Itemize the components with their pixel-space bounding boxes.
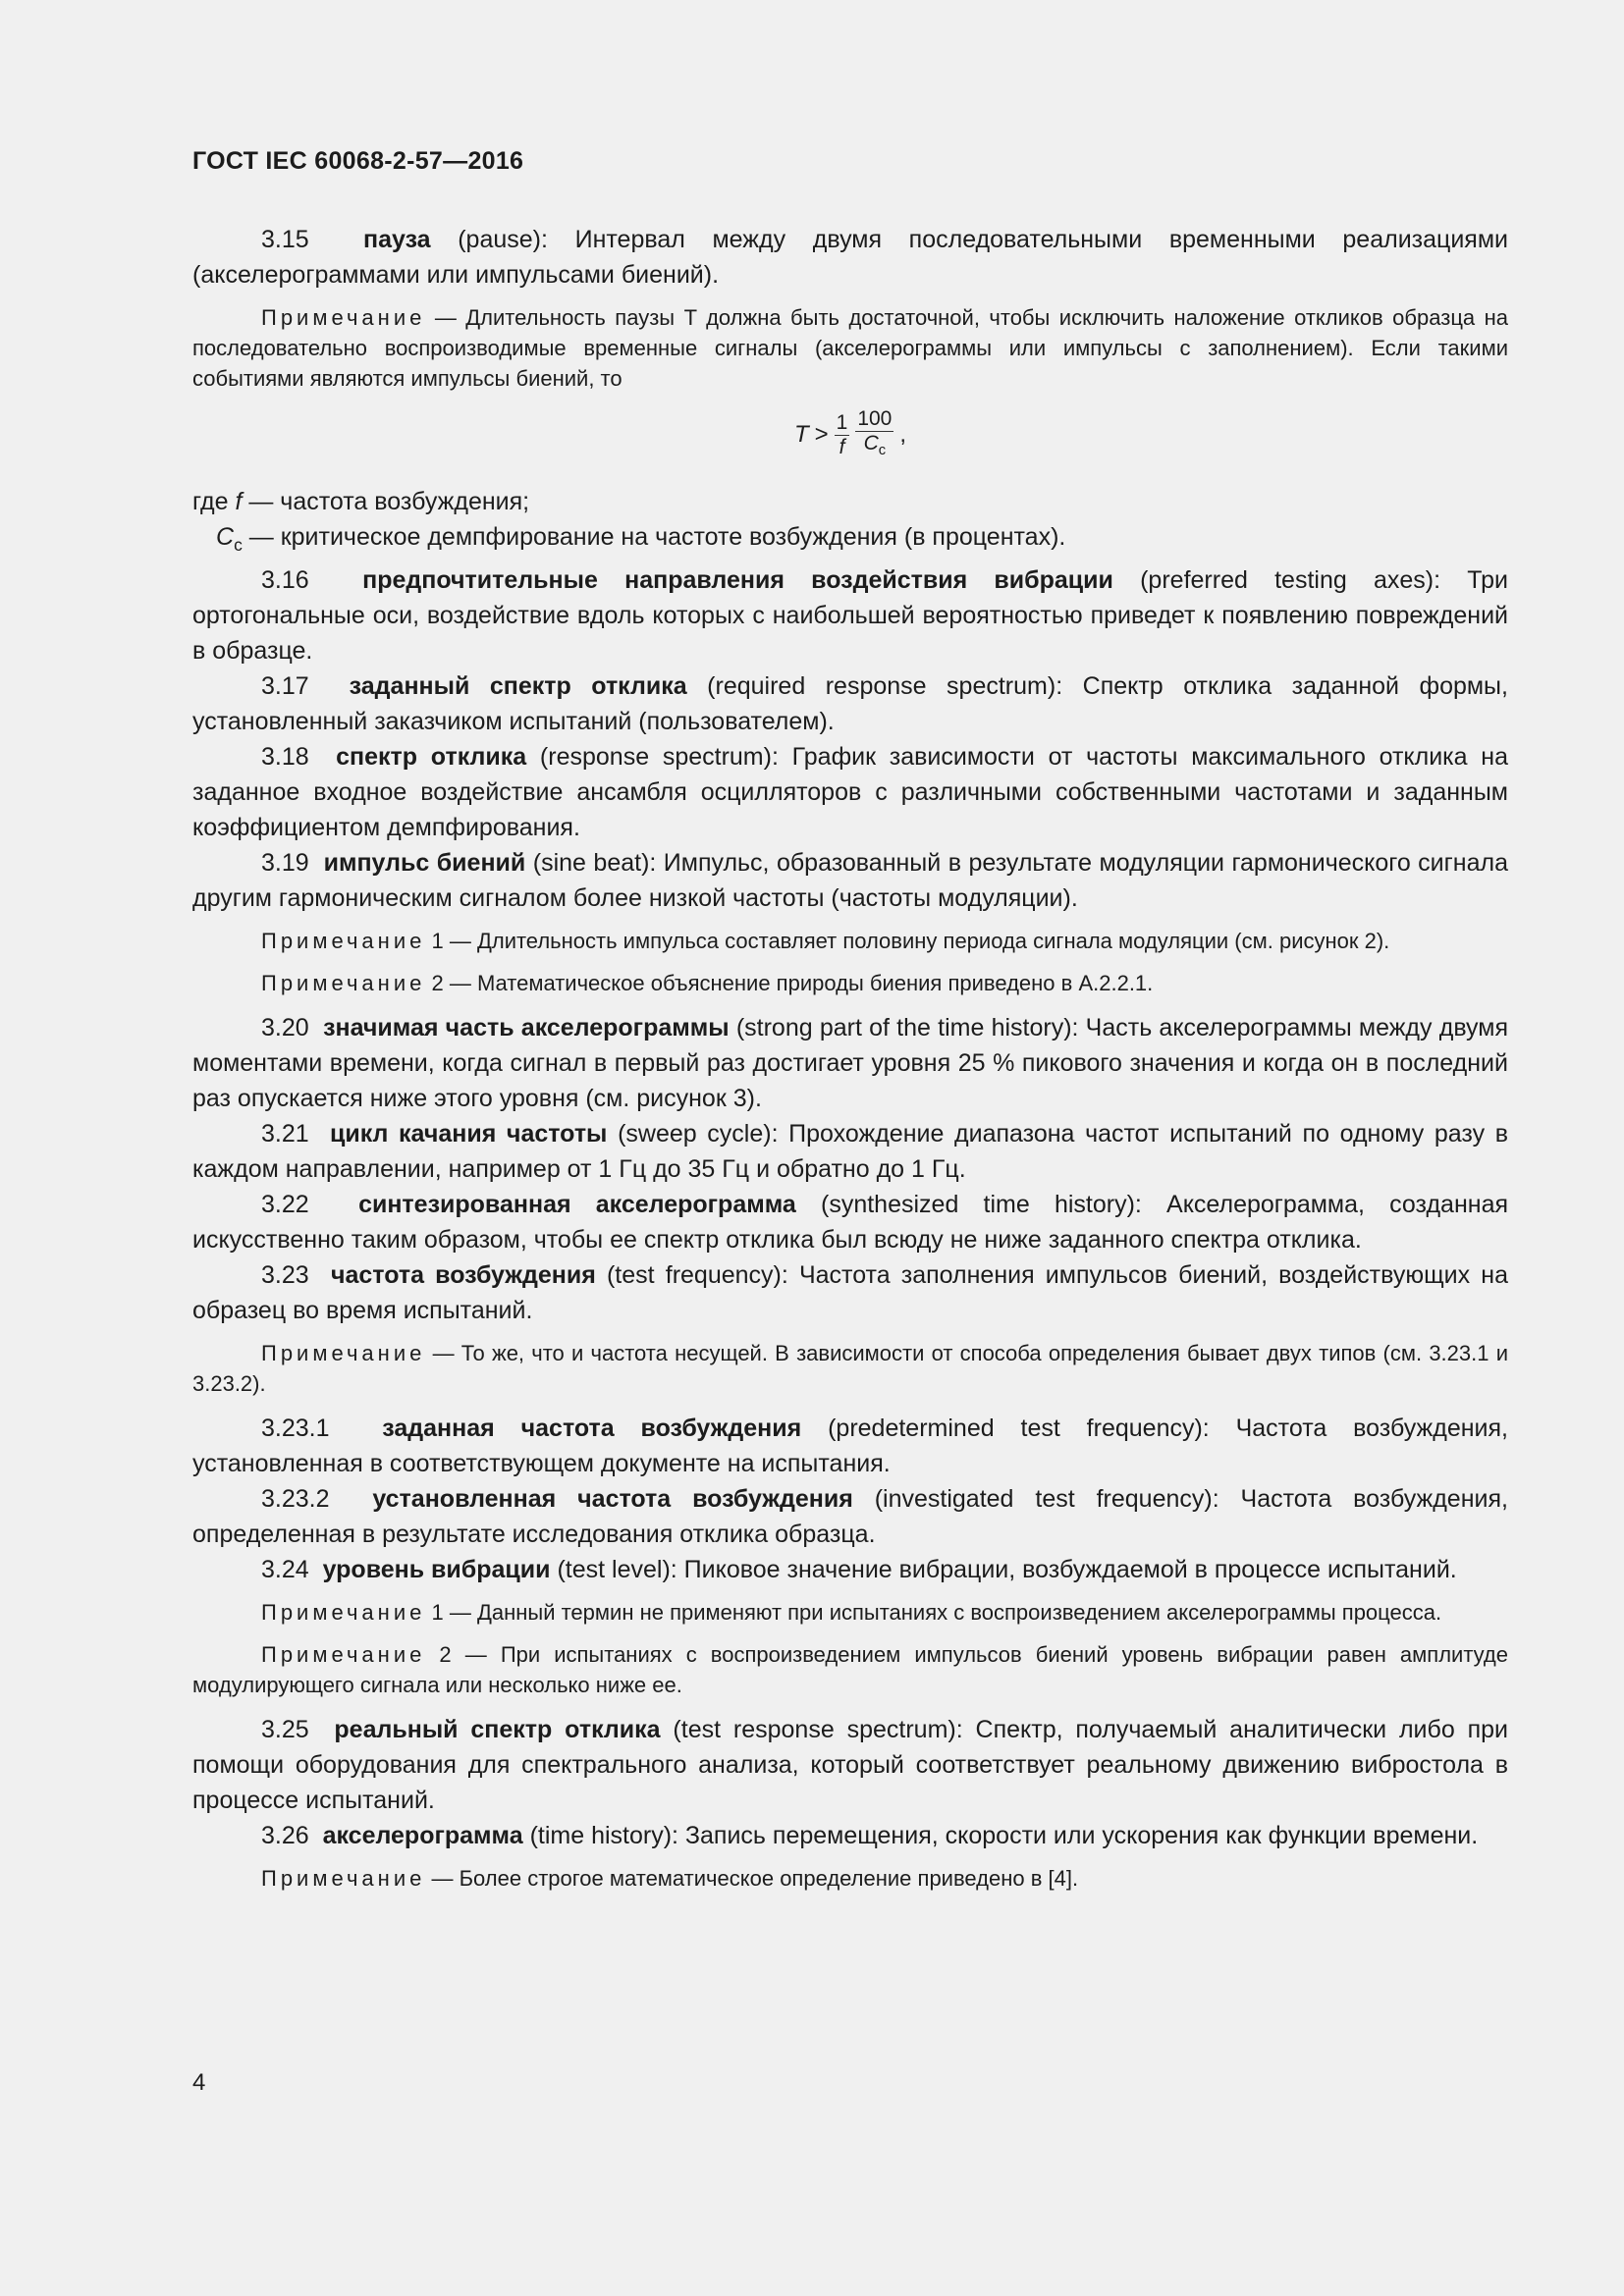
note-3-24-1: Примечание 1 — Данный термин не применяют при испытаниях с воспроизведением акселерограммы процесса. [261, 1600, 1442, 1626]
term-3-22: 3.22 синтезированная акселерограмма (synthesized time history): Акселерограмма, созданная искусственно таким образом, чтобы ее спектр отклика был всюду не ниже заданного спектра отклика. [192, 1191, 1509, 1255]
page-number: 4 [192, 2069, 206, 2096]
term-3-16: 3.16 предпочтительные направления воздействия вибрации (preferred testing axes): Три ортогональные оси, воздействие вдоль которых с наибольшей вероятностью приведет к появлению повреждений в образце. [192, 566, 1509, 666]
term-3-26: 3.26 акселерограмма (time history): Запись перемещения, скорости или ускорения как функции времени. [261, 1822, 1479, 1850]
note-3-15: Примечание — Длительность паузы T должна быть достаточной, чтобы исключить наложение откликов образца на последовательно воспроизводимые временные сигналы (акселерограммы или импульсы с заполнением). Если такими событиями являются импульсы биений, то [192, 305, 1508, 391]
formula-pause: T > $\frac{1}{f}$ $\frac{100}{C_c}$ , [192, 407, 1508, 462]
document-body [192, 222, 1508, 1905]
note-3-26: Примечание — Более строгое математическое определение приведено в [4]. [261, 1866, 1079, 1892]
term-3-19: 3.19 импульс биений (sine beat): Импульс, образованный в результате модуляции гармонического сигнала другим гармоническим сигналом более низкой частоты (частоты модуляции). [192, 849, 1508, 913]
term-3-20: 3.20 значимая часть акселерограммы (strong part of the time history): Часть акселерограммы между двумя моментами времени, когда сигнал в первый раз достигает уровня 25 % пикового значения и когда он в последний раз опускается ниже этого уровня (см. рисунок 3). [192, 1014, 1508, 1113]
term-3-17: 3.17 заданный спектр отклика (required response spectrum): Спектр отклика заданной формы, установленный заказчиком испытаний (пользователем). [192, 672, 1508, 736]
note-3-24-2: Примечание 2 — При испытаниях с воспроизведением импульсов биений уровень вибрации равен амплитуде модулирующего сигнала или несколько ниже ее. [192, 1642, 1508, 1698]
where-line-1: где f — частота возбуждения; [192, 488, 530, 516]
term-3-18: 3.18 спектр отклика (response spectrum): График зависимости от частоты максимального отклика на заданное входное воздействие ансамбля осцилляторов с различными собственными частотами и заданным коэффициентом демпфирования. [192, 743, 1508, 842]
term-3-25: 3.25 реальный спектр отклика (test response spectrum): Спектр, получаемый аналитически либо при помощи оборудования для спектрального анализа, который соответствует реальному движению вибростола в процессе испытаний. [192, 1716, 1508, 1815]
note-3-19-2: Примечание 2 — Математическое объяснение природы биения приведено в А.2.2.1. [261, 971, 1154, 996]
term-3-15: 3.15 пауза (pause): Интервал между двумя последовательными временными реализациями (акселерограммами или импульсами биений). [192, 226, 1508, 289]
standard-header: ГОСТ IEC 60068-2-57—2016 [192, 147, 524, 175]
term-3-23-1: 3.23.1 заданная частота возбуждения (predetermined test frequency): Частота возбуждения, установленная в соответствующем документе на испытания. [192, 1415, 1508, 1478]
term-3-23: 3.23 частота возбуждения (test frequency): Частота заполнения импульсов биений, воздействующих на образец во время испытаний. [192, 1261, 1508, 1325]
term-3-23-2: 3.23.2 установленная частота возбуждения (investigated test frequency): Частота возбуждения, определенная в результате исследования отклика образца. [192, 1485, 1508, 1549]
fraction-100-over-cc: $\frac{100}{C_c}$ [857, 407, 893, 459]
where-line-2: $C_c$ — критическое демпфирование на частоте возбуждения (в процентах). [216, 523, 1066, 556]
term-3-21: 3.21 цикл качания частоты (sweep cycle): Прохождение диапазона частот испытаний по одному разу в каждом направлении, например от 1 Гц до 35 Гц и обратно до 1 Гц. [192, 1120, 1508, 1184]
term-3-24: 3.24 уровень вибрации (test level): Пиковое значение вибрации, возбуждаемой в процессе испытаний. [261, 1556, 1457, 1584]
note-3-19-1: Примечание 1 — Длительность импульса составляет половину периода сигнала модуляции (см. рисунок 2). [261, 929, 1390, 954]
fraction-1-over-f: $\frac{1}{f}$ [836, 410, 848, 458]
note-3-23: Примечание — То же, что и частота несущей. В зависимости от способа определения бывает двух типов (см. 3.23.1 и 3.23.2). [192, 1341, 1508, 1397]
